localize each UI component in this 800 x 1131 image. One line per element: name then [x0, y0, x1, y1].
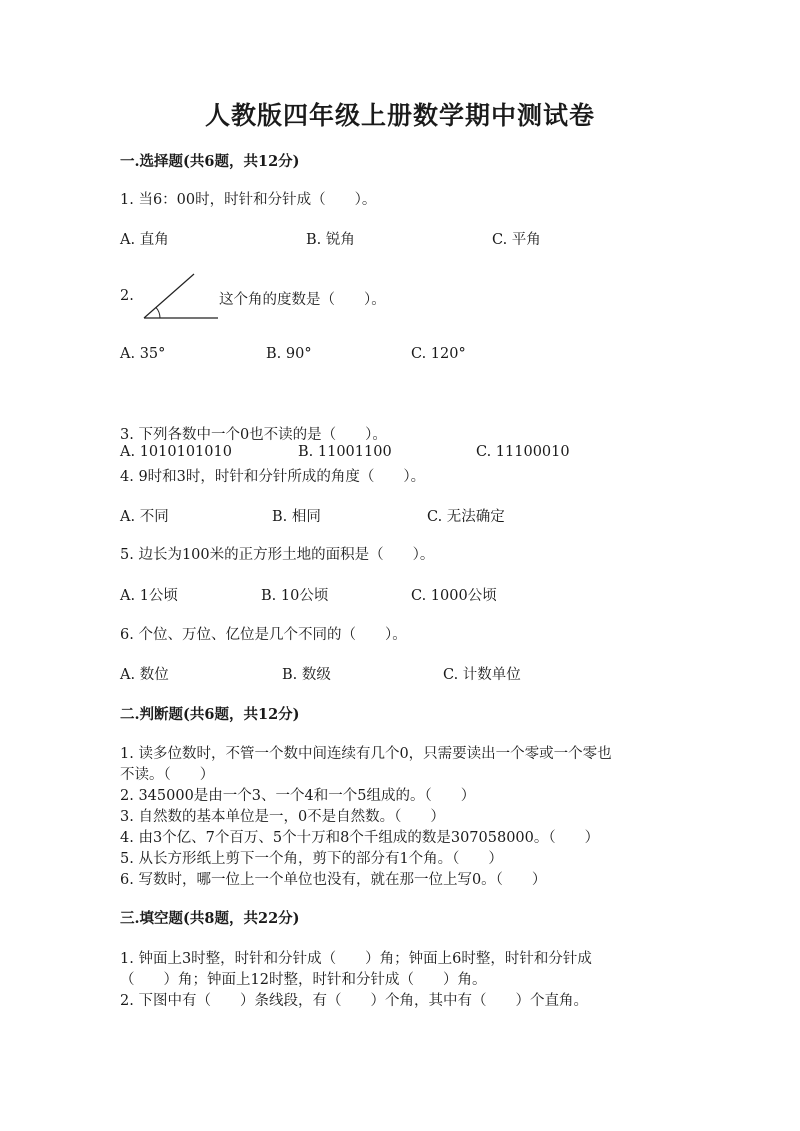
question-3-option-a: A. 1010101010: [120, 444, 232, 460]
question-2-option-c: C. 120°: [411, 346, 466, 362]
judgment-line-2: 不读。（ ）: [120, 767, 215, 783]
question-6-option-c: C. 计数单位: [443, 667, 521, 683]
judgment-line-3: 2. 345000是由一个3、一个4和一个5组成的。（ ）: [120, 788, 476, 804]
judgment-line-6: 5. 从长方形纸上剪下一个角，剪下的部分有1个角。（ ）: [120, 851, 503, 867]
question-2-number: 2.: [120, 288, 134, 304]
fill-line-3: 2. 下图中有（ ）条线段，有（ ）个角，其中有（ ）个直角。: [120, 993, 588, 1009]
question-6-stem: 6. 个位、万位、亿位是几个不同的（ ）。: [120, 627, 407, 643]
question-5-option-b: B. 10公顷: [261, 588, 329, 604]
fill-line-2: （ ）角；钟面上12时整，时针和分针成（ ）角。: [120, 972, 487, 988]
question-2-stem: 这个角的度数是（ ）。: [219, 292, 386, 308]
question-3-option-b: B. 11001100: [298, 444, 392, 460]
judgment-line-1: 1. 读多位数时，不管一个数中间连续有几个0，只需要读出一个零或一个零也: [120, 746, 612, 762]
judgment-line-5: 4. 由3个亿、7个百万、5个十万和8个千组成的数是307058000。（ ）: [120, 830, 600, 846]
judgment-line-4: 3. 自然数的基本单位是一，0不是自然数。（ ）: [120, 809, 445, 825]
question-5-stem: 5. 边长为100米的正方形土地的面积是（ ）。: [120, 547, 435, 563]
question-1-option-a: A. 直角: [120, 232, 169, 248]
question-1-option-c: C. 平角: [492, 232, 541, 248]
section-heading-fill-blank: 三.填空题(共8题，共22分): [120, 910, 300, 927]
question-2-option-a: A. 35°: [120, 346, 166, 362]
judgment-line-7: 6. 写数时，哪一位上一个单位也没有，就在那一位上写0。（ ）: [120, 872, 547, 888]
question-4-stem: 4. 9时和3时，时针和分针所成的角度（ ）。: [120, 469, 426, 485]
question-5-option-c: C. 1000公顷: [411, 588, 497, 604]
question-3-stem: 3. 下列各数中一个0也不读的是（ ）。: [120, 427, 387, 443]
question-2-option-b: B. 90°: [266, 346, 312, 362]
question-6-option-a: A. 数位: [120, 667, 169, 683]
fill-line-1: 1. 钟面上3时整，时针和分针成（ ）角；钟面上6时整，时针和分针成: [120, 951, 592, 967]
section-heading-choice: 一.选择题(共6题，共12分): [120, 153, 300, 170]
question-5-option-a: A. 1公顷: [120, 588, 178, 604]
question-3-option-c: C. 11100010: [476, 444, 570, 460]
question-4-option-b: B. 相同: [272, 509, 321, 525]
angle-slanted-ray: [144, 274, 194, 318]
angle-figure: [140, 268, 222, 324]
question-4-option-c: C. 无法确定: [427, 509, 505, 525]
question-6-option-b: B. 数级: [282, 667, 331, 683]
section-heading-judgment: 二.判断题(共6题，共12分): [120, 706, 300, 723]
question-1-stem: 1. 当6：00时，时针和分针成（ ）。: [120, 192, 377, 208]
angle-arc-mark: [156, 307, 160, 318]
question-1-option-b: B. 锐角: [306, 232, 355, 248]
page-title: 人教版四年级上册数学期中测试卷: [204, 101, 595, 130]
question-4-option-a: A. 不同: [120, 509, 169, 525]
